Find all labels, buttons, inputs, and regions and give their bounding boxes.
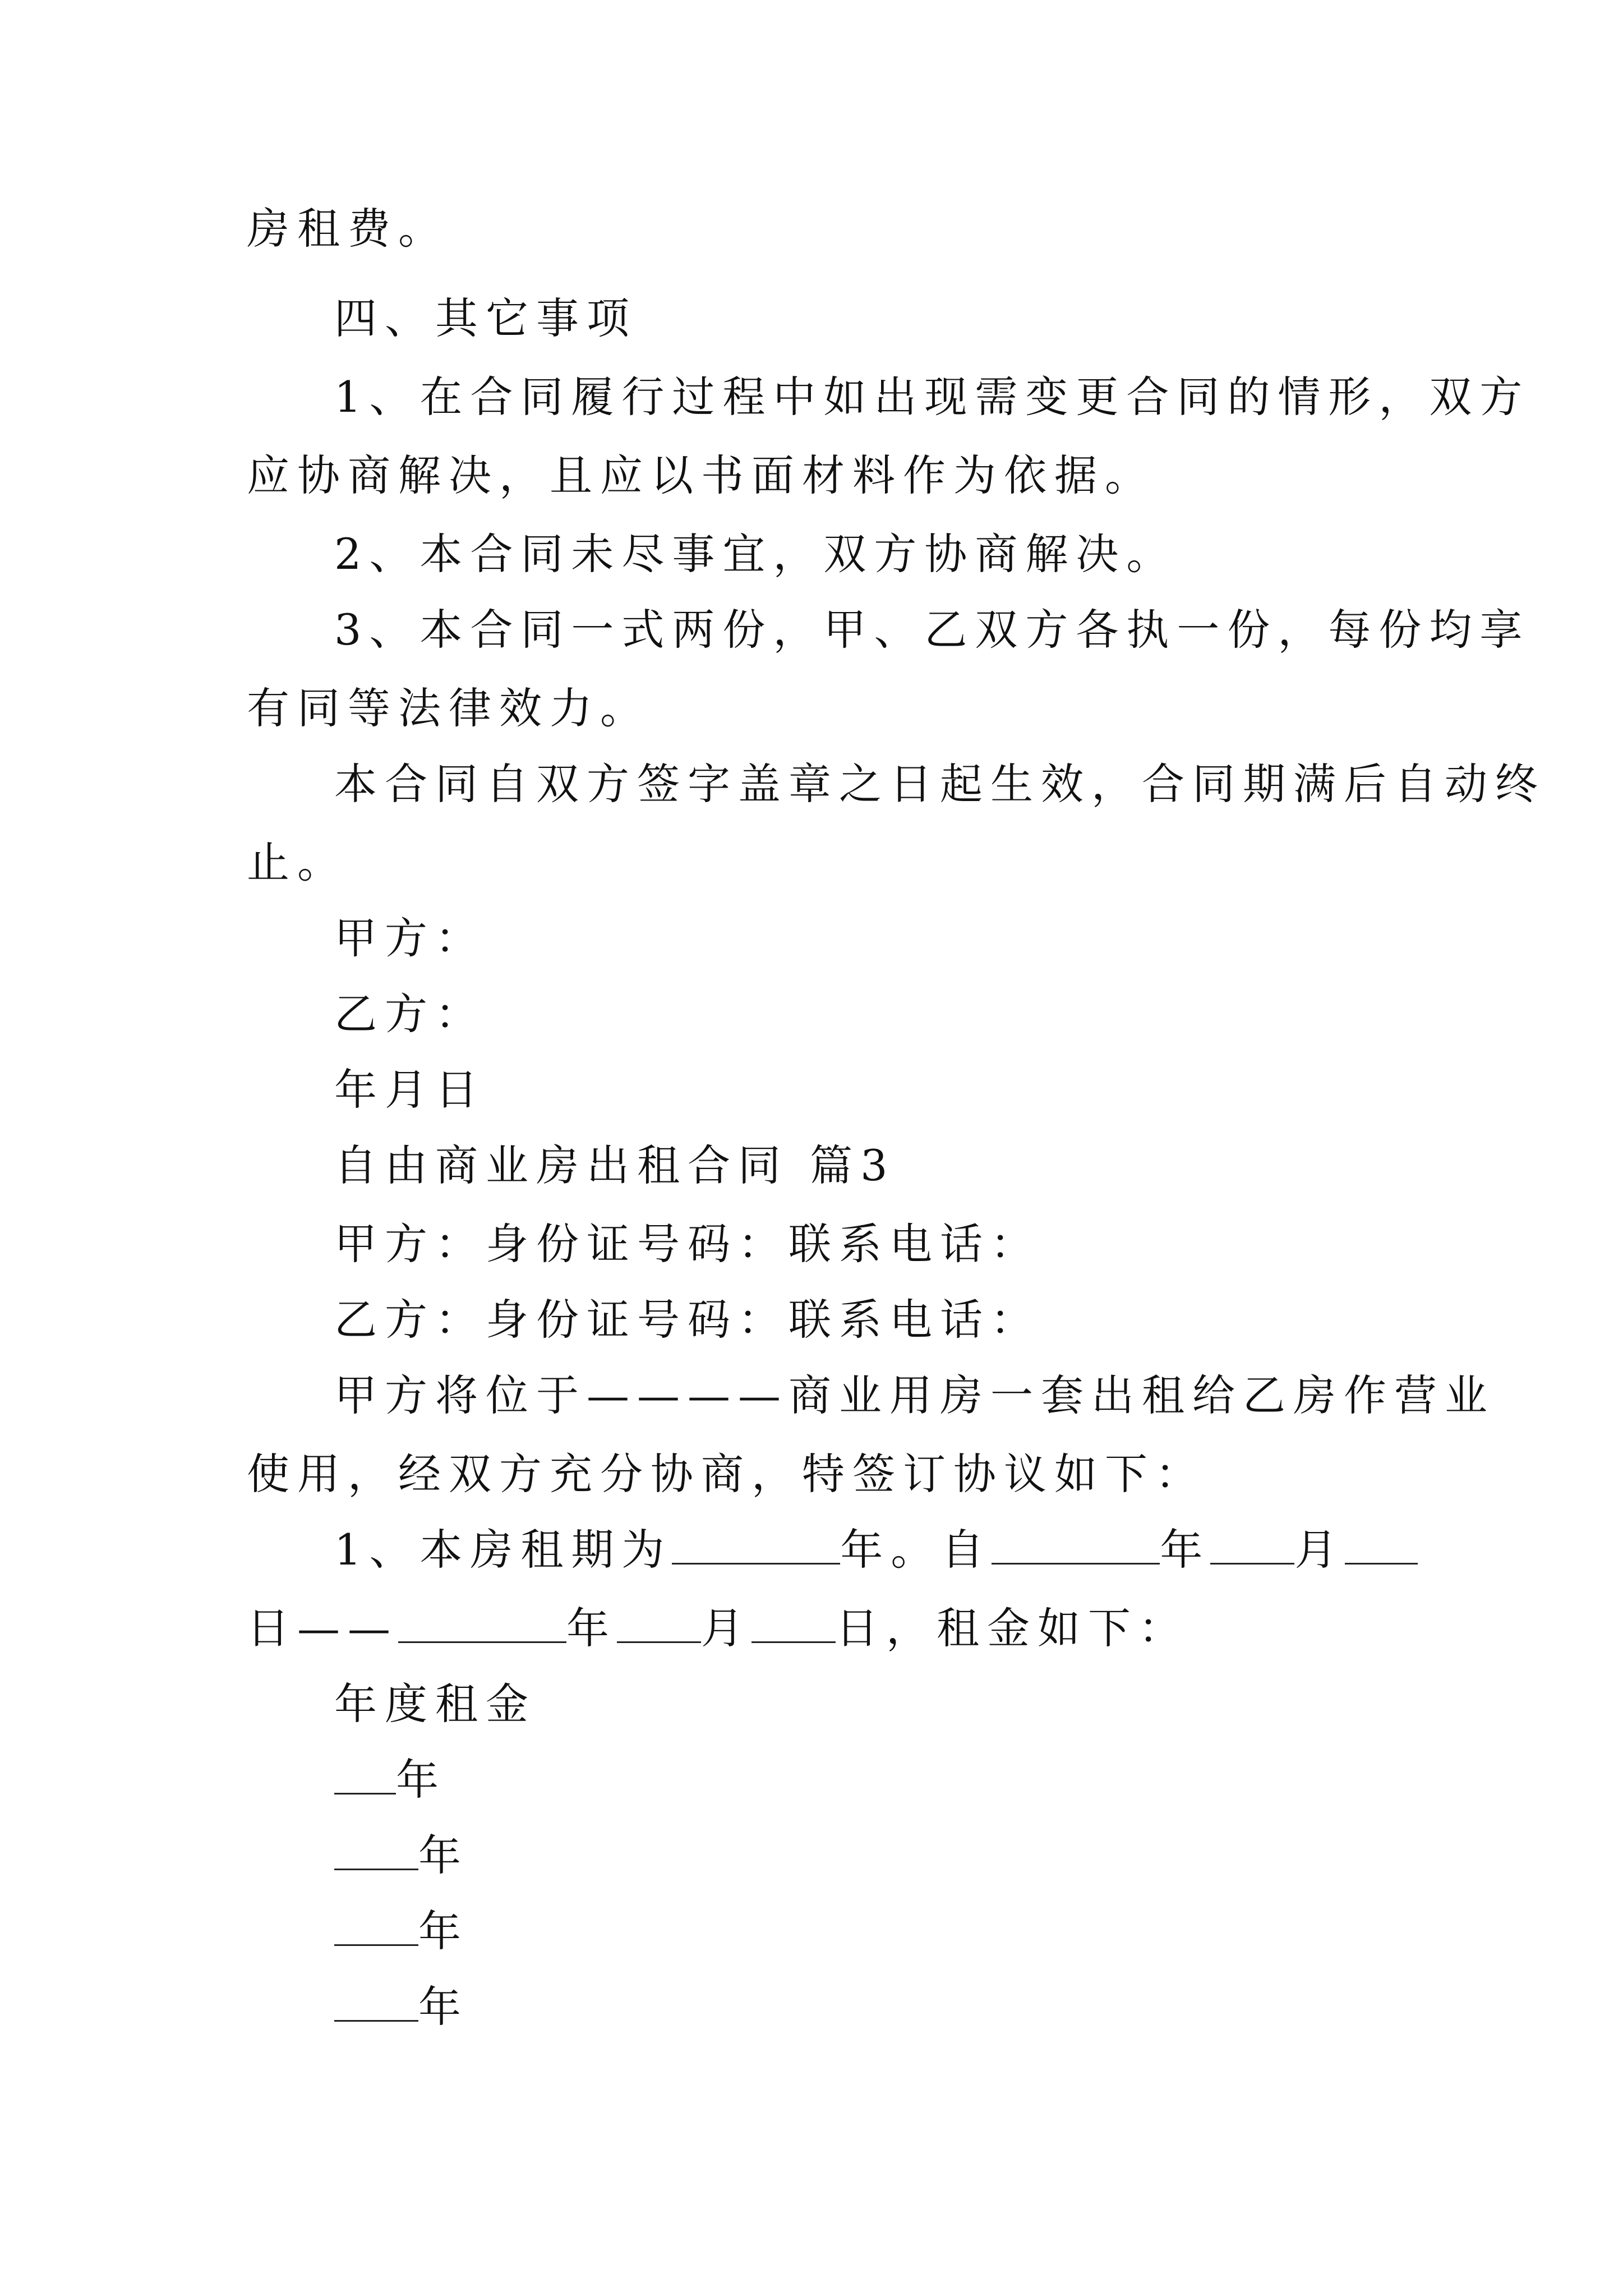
signature-party-a: 甲方： [334,913,486,963]
term-month-label: 月 [701,1603,751,1653]
rent-row [334,1980,1391,2034]
term-years-label: 年。自 [840,1525,992,1575]
blank-field [672,1524,840,1565]
signature-date: 年月日 [334,1065,486,1115]
rent-row-year-label: 年 [418,1830,469,1880]
term-line-continued [247,1602,1391,1655]
rent-row [334,1904,1391,1958]
term-suffix: 日，租金如下： [836,1603,1189,1653]
party-b-info: 乙方：身份证号码：联系电话： [334,1295,1041,1345]
signature-party-b: 乙方： [334,989,486,1039]
paragraph-line: 使用，经双方充分协商，特签订协议如下： [247,1449,1206,1499]
rent-row [334,1829,1391,1883]
paragraph-line: 本合同自双方签字盖章之日起生效，合同期满后自动终 [334,759,1546,809]
blank-field [617,1602,701,1643]
term-prefix: 1、本房租期为 [334,1525,672,1575]
party-a-info: 甲方：身份证号码：联系电话： [334,1219,1041,1269]
term-line [334,1523,1391,1577]
blank-field [334,1829,418,1870]
rent-heading: 年度租金 [334,1679,536,1729]
rent-row-year-label: 年 [418,1982,469,2032]
rent-row [334,1753,1391,1807]
term-month-label: 月 [1294,1525,1345,1575]
paragraph-line: 2、本合同未尽事宜，双方协商解决。 [334,529,1177,579]
blank-field [334,1905,418,1946]
rent-row-year-label: 年 [396,1755,446,1805]
paragraph-line: 1、在合同履行过程中如出现需变更合同的情形，双方 [334,372,1530,422]
term-day-dash: 日—— [247,1603,398,1653]
section-heading: 四、其它事项 [334,293,637,343]
blank-field [1210,1524,1294,1565]
paragraph-line: 甲方将位于————商业用房一套出租给乙房作营业 [334,1370,1495,1420]
rent-row-year-label: 年 [418,1906,469,1956]
blank-field [1345,1524,1418,1565]
term-year-label: 年 [566,1603,617,1653]
paragraph-line: 有同等法律效力。 [247,683,651,733]
paragraph-line: 止。 [247,838,348,887]
paragraph-line: 3、本合同一式两份，甲、乙双方各执一份，每份均享 [334,605,1530,655]
blank-field [398,1602,566,1643]
blank-field [751,1602,836,1643]
paragraph-line: 房租费。 [247,204,449,254]
contract-title: 自由商业房出租合同 篇3 [334,1140,896,1190]
paragraph-line: 应协商解决，且应以书面材料作为依据。 [247,450,1155,500]
term-year-label: 年 [1160,1525,1211,1575]
blank-field [334,1981,418,2022]
blank-field [992,1524,1160,1565]
blank-field [334,1754,396,1795]
